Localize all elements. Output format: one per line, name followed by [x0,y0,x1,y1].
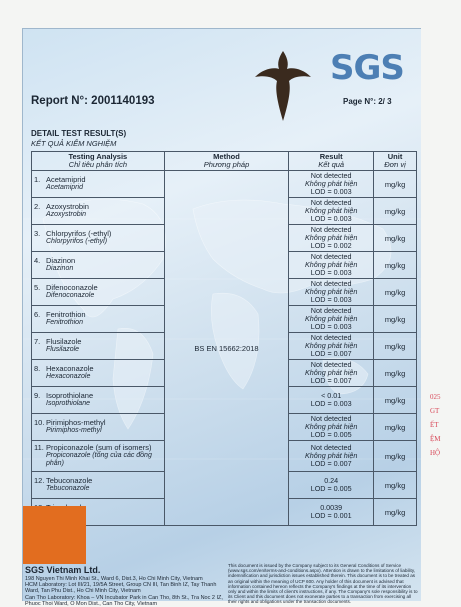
analyte-name: Tebuconazole [46,476,93,485]
analyte-name-vi: Tebuconazole [46,485,90,492]
unit-cell: mg/kg [374,198,417,225]
analyte-name-vi: Difenoconazole [46,292,95,299]
row-number: 5. [34,283,41,292]
analyte-cell [32,306,165,333]
analyte-name: Pirimiphos-methyl [46,418,106,427]
result-cell [289,198,374,225]
analyte-name: Flusilazole [46,337,82,346]
analyte-name-vi: Chlorpyrifos (-ethyl) [46,238,108,245]
unit-cell: mg/kg [374,472,417,499]
result-cell [289,472,374,499]
analyte-cell [32,472,165,499]
analyte-name-vi: Acetamiprid [46,184,83,191]
result-value-vi: Không phát hiện [305,422,358,431]
result-value-vi: Không phát hiện [305,287,358,296]
company-address: 198 Nguyen Thi Minh Khai St., Ward 6, Dist.3, Ho Chi Minh City, Vietnam HCM Laboratory: Lot III/21, 19/5A Street, Group CN III, Tan Binh IZ, Tay Thanh Ward, Tan Phu Dist., Ho Chi Minh City, Vietnam Can Tho Laboratory: Khoa – VN Incubator Park in Can Tho, 8th St., Tra Noc 2 IZ, Phuoc Thoi Ward, O Mon Dist., Can Tho City, Vietnam [25,576,223,607]
result-value: Not detected [310,198,352,207]
result-value: Not detected [310,360,352,369]
unit-cell: mg/kg [374,387,417,414]
result-value: 0.24 [324,476,339,485]
analyte-cell [32,360,165,387]
analyte-name: Acetamiprid [46,175,86,184]
result-value: 0.0039 [320,503,343,512]
lod-value: LOD = 0.007 [310,459,352,468]
analyte-cell [32,252,165,279]
analyte-cell [32,441,165,472]
result-cell [289,387,374,414]
analyte-cell [32,171,165,198]
result-cell [289,306,374,333]
analyte-cell [32,414,165,441]
row-number: 11. [34,443,44,452]
orange-corner-block [23,506,86,564]
result-cell [289,252,374,279]
result-cell [289,414,374,441]
result-value: < 0.01 [321,391,342,400]
analyte-name-vi: Propiconazole (tổng của các đồng phân) [46,452,152,467]
analyte-name: Chlorpyrifos (-ethyl) [46,229,112,238]
section-subtitle: KẾT QUẢ KIỂM NGHIỆM [31,139,117,148]
result-value: Not detected [310,171,352,180]
row-number: 3. [34,229,41,238]
lod-value: LOD = 0.001 [310,511,352,520]
result-value-vi: Không phát hiện [305,179,358,188]
result-value: Not detected [310,306,352,315]
analyte-name-vi: Diazinon [46,265,74,272]
unit-cell: mg/kg [374,171,417,198]
result-cell [289,441,374,472]
results-table [31,151,417,526]
result-cell [289,225,374,252]
unit-cell: mg/kg [374,252,417,279]
lod-value: LOD = 0.005 [310,484,352,493]
analyte-name: Diazinon [46,256,76,265]
row-number: 12. [34,476,45,485]
lod-value: LOD = 0.003 [310,399,352,408]
result-value-vi: Không phát hiện [305,451,358,460]
analyte-cell [32,279,165,306]
lod-value: LOD = 0.007 [310,349,352,358]
company-name: SGS Vietnam Ltd. [25,565,101,575]
result-cell [289,360,374,387]
method-cell: BS EN 15662:2018 [164,171,289,526]
lod-value: LOD = 0.003 [310,268,352,277]
section-title: DETAIL TEST RESULT(S) [31,129,127,138]
analyte-name-vi: Hexaconazole [46,373,91,380]
header-unit: Unit Đơn vị [374,152,417,171]
result-value: Not detected [310,252,352,261]
table-row [32,171,417,198]
unit-cell: mg/kg [374,333,417,360]
result-value-vi: Không phát hiện [305,314,358,323]
row-number: 2. [34,202,41,211]
analyte-name: Azoxystrobin [46,202,89,211]
analyte-name: Isoprothiolane [46,391,94,400]
unit-cell: mg/kg [374,225,417,252]
unit-cell: mg/kg [374,360,417,387]
analyte-name-vi: Pirimiphos-methyl [46,427,102,434]
lod-value: LOD = 0.003 [310,322,352,331]
analyte-name: Propiconazole (sum of isomers) [46,443,152,452]
unit-cell: mg/kg [374,279,417,306]
analyte-cell [32,225,165,252]
header-method: Method Phương pháp [164,152,289,171]
row-number: 8. [34,364,41,373]
result-value: Not detected [310,279,352,288]
result-value-vi: Không phát hiện [305,233,358,242]
analyte-cell [32,387,165,414]
analyte-cell [32,198,165,225]
analyte-name-vi: Isoprothiolane [46,400,90,407]
result-value-vi: Không phát hiện [305,341,358,350]
lod-value: LOD = 0.002 [310,241,352,250]
report-page [22,28,421,607]
analyte-name: Difenoconazole [46,283,98,292]
result-value: Not detected [310,333,352,342]
result-cell [289,333,374,360]
analyte-cell [32,333,165,360]
unit-cell: mg/kg [374,306,417,333]
row-number: 1. [34,175,41,184]
row-number: 7. [34,337,41,346]
analyte-name: Fenitrothion [46,310,86,319]
result-cell [289,499,374,526]
legal-disclaimer: This document is issued by the Company subject to its General Conditions of Service (www.sgs.com/en/terms-and-conditions.aspx). Attention is drawn to the limitations of liability, indemnification and jurisdiction issues established therein. This document is to be treated as an original within the meaning of UCP 600. Any holder of this document is advised that information contained hereon reflects the Company's findings at the time of its intervention only and within the limits of client's instructions, if any. The Company's sole responsibility is to its Client and this document does not exonerate parties to a transaction from exercising all their rights and obligations under the transaction documents. [228,563,418,605]
lod-value: LOD = 0.003 [310,187,352,196]
analyte-name-vi: Flusilazole [46,346,80,353]
analyte-name-vi: Azoxystrobin [46,211,87,218]
header-result: Result Kết quả [289,152,374,171]
analyte-name-vi: Fenitrothion [46,319,83,326]
result-value: Not detected [310,414,352,423]
lod-value: LOD = 0.003 [310,214,352,223]
unit-cell: mg/kg [374,499,417,526]
result-value-vi: Không phát hiện [305,206,358,215]
unit-cell: mg/kg [374,414,417,441]
row-number: 9. [34,391,41,400]
report-number: Report N°: 2001140193 [31,95,155,107]
result-value-vi: Không phát hiện [305,260,358,269]
row-number: 6. [34,310,41,319]
result-cell [289,171,374,198]
table-header-row [32,152,417,171]
analyte-name: Hexaconazole [46,364,94,373]
result-value: Not detected [310,443,352,452]
lod-value: LOD = 0.007 [310,376,352,385]
lod-value: LOD = 0.005 [310,430,352,439]
eagle-logo-icon [253,47,313,125]
page-number: Page N°: 2/ 3 [343,97,392,106]
red-stamp-fragment: 025 GT ẾT ỆM HỘ [430,393,441,457]
sgs-logo: SGS [330,48,404,88]
header-testing-analysis: Testing Analysis Chỉ tiêu phân tích [32,152,165,171]
result-value-vi: Không phát hiện [305,368,358,377]
unit-cell: mg/kg [374,441,417,472]
result-cell [289,279,374,306]
lod-value: LOD = 0.003 [310,295,352,304]
result-value: Not detected [310,225,352,234]
row-number: 4. [34,256,41,265]
row-number: 10. [34,418,45,427]
